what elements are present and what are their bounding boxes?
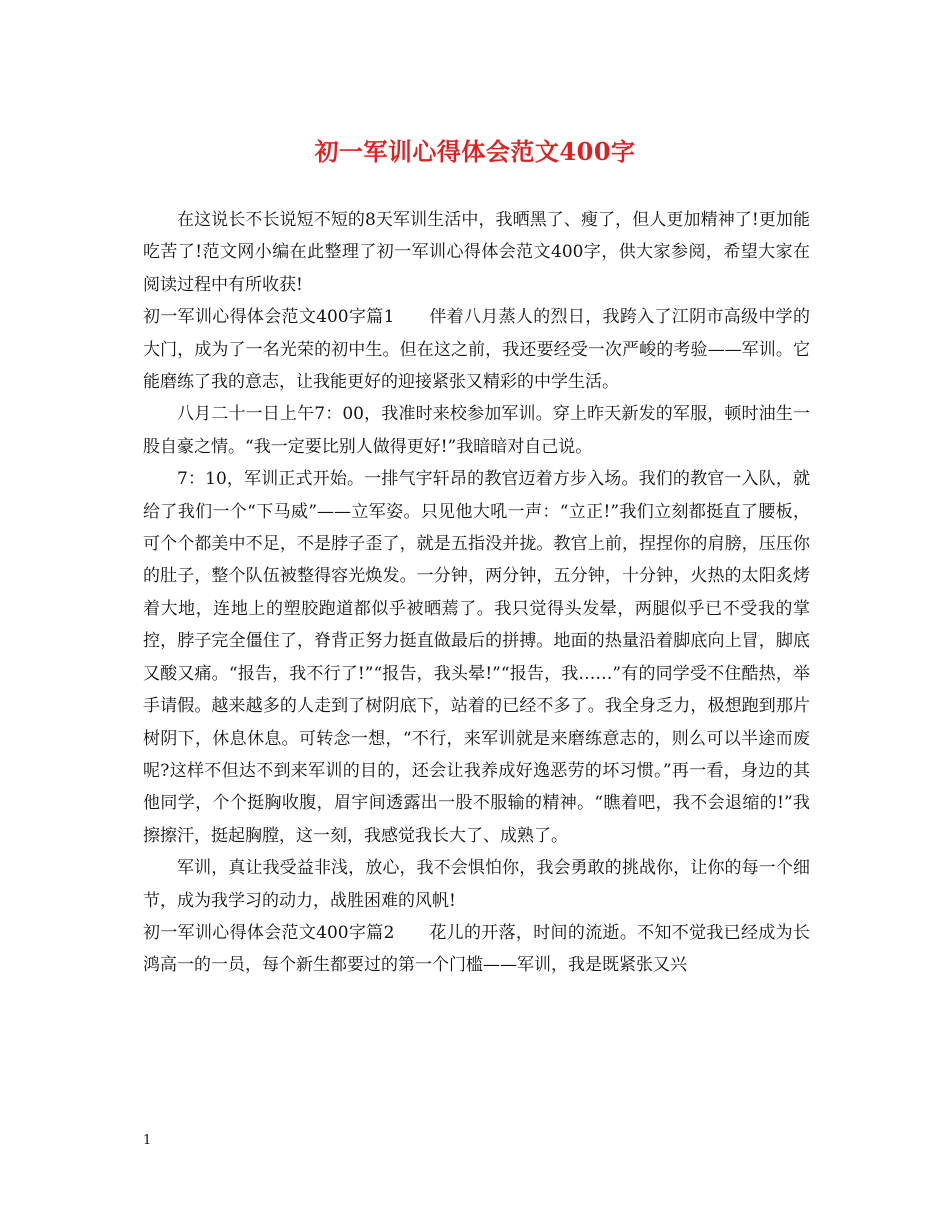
paragraph-arrival: 八月二十一日上午7：00，我准时来校参加军训。穿上昨天新发的军服，顿时油生一股自豪之情。“我一定要比别人做得更好!”我暗暗对自己说。 — [143, 404, 810, 457]
paragraph-section-1-heading: 初一军训心得体会范文400字篇1 伴着八月蒸人的烈日，我跨入了江阴市高级中学的大门，成为了一名光荣的初中生。但在这之前，我还要经受一次严峻的考验——军训。它能磨练了我的意志，让我能更好的迎接紧张又精彩的中学生活。 — [143, 307, 810, 393]
paragraph-intro: 在这说长不长说短不短的8天军训生活中，我晒黑了、瘦了，但人更加精神了!更加能吃苦了!范文网小编在此整理了初一军训心得体会范文400字，供大家参阅，希望大家在阅读过程中有所收获! — [143, 210, 810, 295]
paragraph-conclusion: 军训，真让我受益非浅，放心，我不会惧怕你，我会勇敢的挑战你，让你的每一个细节，成为我学习的动力，战胜困难的风帆! — [143, 858, 810, 911]
document-body — [143, 204, 810, 982]
paragraph-section-2-heading: 初一军训心得体会范文400字篇2 花儿的开落，时间的流逝。不知不觉我已经成为长鸿高一的一员，每个新生都要过的第一个门槛——军训，我是既紧张又兴 — [143, 922, 810, 976]
paragraph-training: 7：10，军训正式开始。一排气宇轩昂的教官迈着方步入场。我们的教官一入队，就给了我们一个“下马威”——立军姿。只见他大吼一声：“立正!”我们立刻都挺直了腰板，可个个都美中不足，不是脖子歪了，就是五指没并拢。教官上前，捏捏你的肩膀，压压你的肚子，整个队伍被整得容光焕发。一分钟，两分钟，五分钟，十分钟，火热的太阳炙烤着大地，连地上的塑胶跑道都似乎被晒蔫了。我只觉得头发晕，两腿似乎已不受我的掌控，脖子完全僵住了，脊背正努力挺直做最后的拼搏。地面的热量沿着脚底向上冒，脚底又酸又痛。“报告，我不行了!”“报告，我头晕!”“报告，我……”有的同学受不住酷热，举手请假。越来越多的人走到了树阴底下，站着的已经不多了。我全身乏力，极想跑到那片树阴下，休息休息。可转念一想，“不行，来军训就是来磨练意志的，则么可以半途而废呢?这样不但达不到来军训的目的，还会让我养成好逸恶劳的坏习惯。”再一看，身边的其他同学，个个挺胸收腹，眉宇间透露出一股不服输的精神。“瞧着吧，我不会退缩的!”我擦擦汗，挺起胸膛，这一刻，我感觉我长大了、成熟了。 — [143, 469, 810, 846]
document-title: 初一军训心得体会范文400字 — [314, 137, 636, 166]
page-number: 1 — [143, 1133, 152, 1148]
